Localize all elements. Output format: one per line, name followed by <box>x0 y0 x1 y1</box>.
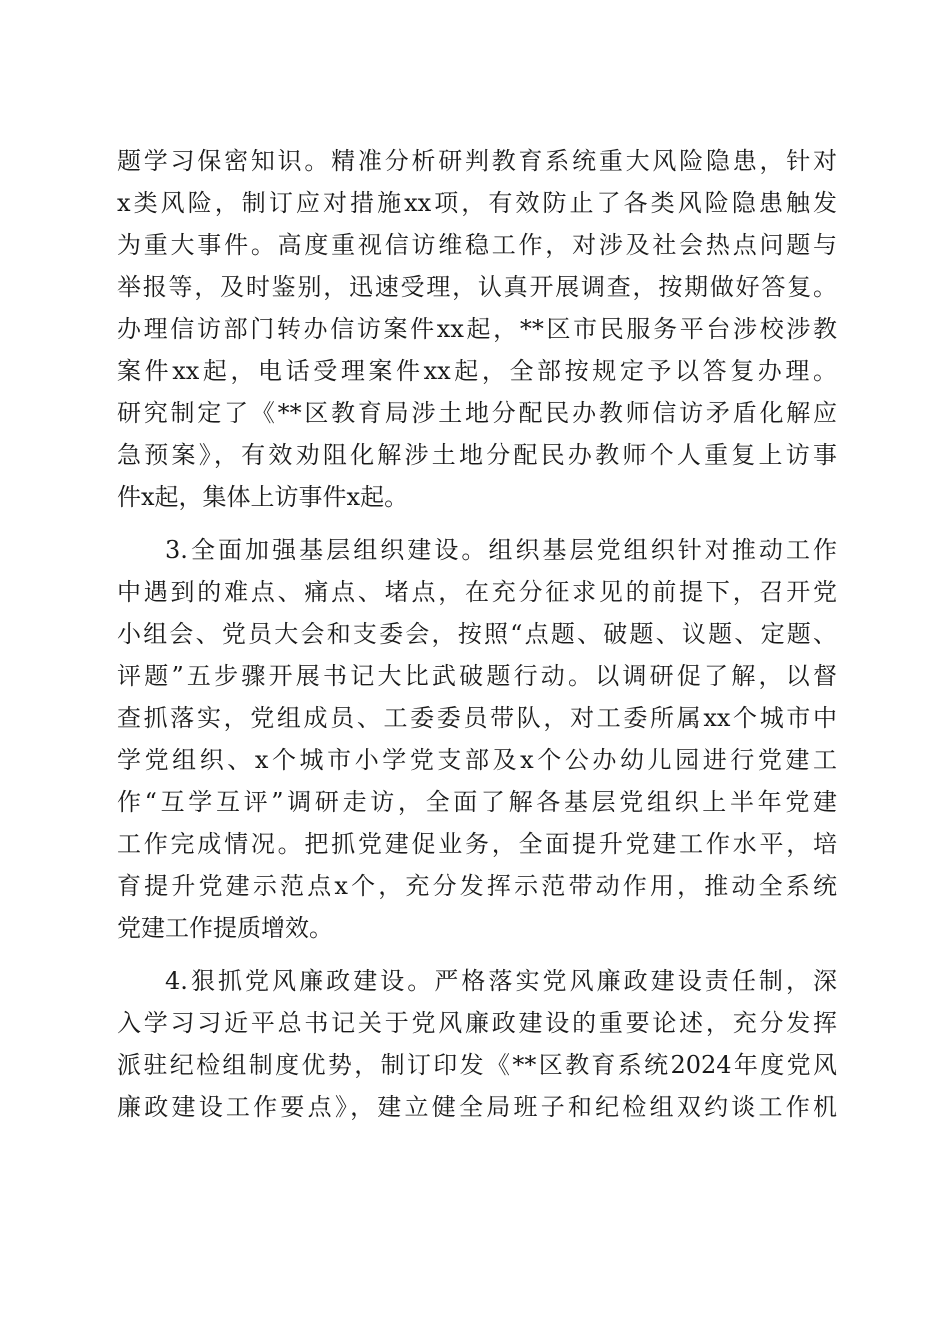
text-line: 查抓落实，党组成员、工委委员带队，对工委所属xx个城市中 <box>117 704 837 732</box>
paragraph-integrity-building <box>117 960 837 1128</box>
paragraph-risk-petition <box>117 140 837 518</box>
text-line: 入学习习近平总书记关于党风廉政建设的重要论述，充分发挥 <box>117 1009 837 1037</box>
text-line: 为重大事件。高度重视信访维稳工作，对涉及社会热点问题与 <box>117 231 837 259</box>
text-line: 派驻纪检组制度优势，制订印发《**区教育系统2024年度党风 <box>117 1051 837 1079</box>
text-line: 育提升党建示范点x个，充分发挥示范带动作用，推动全系统 <box>117 872 837 900</box>
text-line: 廉政建设工作要点》，建立健全局班子和纪检组双约谈工作机 <box>117 1093 837 1121</box>
document-body <box>117 140 837 1128</box>
text-line: 办理信访部门转办信访案件xx起，**区市民服务平台涉校涉教 <box>117 315 837 343</box>
text-line: 急预案》，有效劝阻化解涉土地分配民办教师个人重复上访事 <box>117 441 837 469</box>
text-line: 4.狠抓党风廉政建设。严格落实党风廉政建设责任制，深 <box>165 967 837 995</box>
paragraph-grassroots-organization <box>117 529 837 949</box>
text-line: 工作完成情况。把抓党建促业务，全面提升党建工作水平，培 <box>117 830 837 858</box>
text-line: 中遇到的难点、痛点、堵点，在充分征求见的前提下，召开党 <box>117 578 837 606</box>
text-line: 党建工作提质增效。 <box>117 914 333 942</box>
text-line: 件x起，集体上访事件x起。 <box>117 483 409 511</box>
text-line: 学党组织、x个城市小学党支部及x个公办幼儿园进行党建工 <box>117 746 837 774</box>
text-line: 3.全面加强基层组织建设。组织基层党组织针对推动工作 <box>165 536 837 564</box>
text-line: 题学习保密知识。精准分析研判教育系统重大风险隐患，针对 <box>117 147 837 175</box>
text-line: 评题”五步骤开展书记大比武破题行动。以调研促了解，以督 <box>117 662 837 690</box>
text-line: 案件xx起，电话受理案件xx起，全部按规定予以答复办理。 <box>117 357 837 385</box>
text-line: 研究制定了《**区教育局涉土地分配民办教师信访矛盾化解应 <box>117 399 837 427</box>
text-line: 作“互学互评”调研走访，全面了解各基层党组织上半年党建 <box>117 788 837 816</box>
text-line: 小组会、党员大会和支委会，按照“点题、破题、议题、定题、 <box>117 620 837 648</box>
paragraph-gap <box>117 518 837 529</box>
paragraph-gap <box>117 949 837 960</box>
text-line: 举报等，及时鉴别，迅速受理，认真开展调查，按期做好答复。 <box>117 273 837 301</box>
text-line: x类风险，制订应对措施xx项，有效防止了各类风险隐患触发 <box>117 189 837 217</box>
